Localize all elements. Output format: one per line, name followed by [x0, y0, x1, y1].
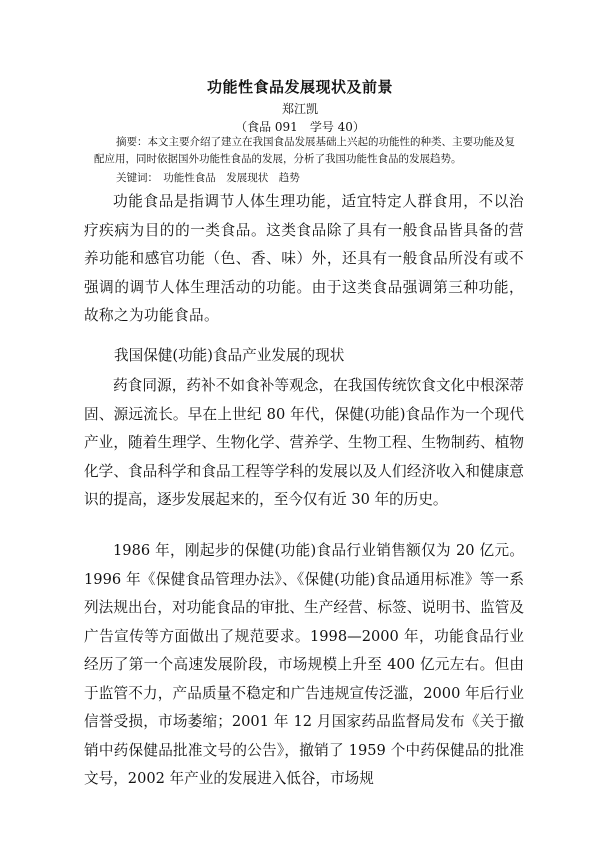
author-name: 郑江凯	[281, 102, 318, 116]
body-paragraph: 药食同源，药补不如食补等观念，在我国传统饮食文化中根深蒂固、源远流长。早在上世纪 80 年代，保健(功能)食品作为一个现代产业，随着生理学、生物化学、营养学、生物工程、生物制药、植物化学、食品科学和食品工程等学科的发展以及人们经济收入和健康意识的提高，逐步发展起来的，至今仅有近 30 年的历史。	[84, 377, 524, 508]
abstract: 摘要：本文主要介绍了建立在我国食品发展基础上兴起的功能性的种类、主要功能及复配应用，同时依据国外功能性食品的发展，分析了我国功能性食品的发展趋势。	[94, 136, 515, 165]
author-affiliation: （食品 091 学号 40）	[235, 120, 365, 134]
body-paragraph: 功能食品是指调节人体生理功能，适宜特定人群食用，不以治疗疾病为目的的一类食品。这类食品除了具有一般食品皆具备的营养功能和感官功能（色、香、味）外，还具有一般食品所没有或不强调的调节人体生理活动的功能。由于这类食品强调第三种功能，故称之为功能食品。	[84, 193, 524, 324]
paper-title: 功能性食品发展现状及前景	[206, 78, 393, 96]
keywords: 关键词： 功能性食品 发展现状 趋势	[116, 172, 300, 184]
body-paragraph: 1986 年，刚起步的保健(功能)食品行业销售额仅为 20 亿元。1996 年《保健食品管理办法》、《保健(功能)食品通用标准》等一系列法规出台，对功能食品的审批、生产经营、标签、说明书、监管及广告宣传等方面做出了规范要求。1998—2000 年，功能食品行业经历了第一个高速发展阶段，市场规模上升至 400 亿元左右。但由于监管不力，产品质量不稳定和广告违规宣传泛滥，2000 年后行业信誉受损，市场萎缩；2001 年 12 月国家药品监督局发布《关于撤销中药保健品批准文号的公告》，撤销了 1959 个中药保健品的批准文号，2002 年产业的发展进入低谷，市场规	[84, 542, 524, 787]
section-heading: 我国保健(功能)食品产业发展的现状	[114, 347, 345, 364]
